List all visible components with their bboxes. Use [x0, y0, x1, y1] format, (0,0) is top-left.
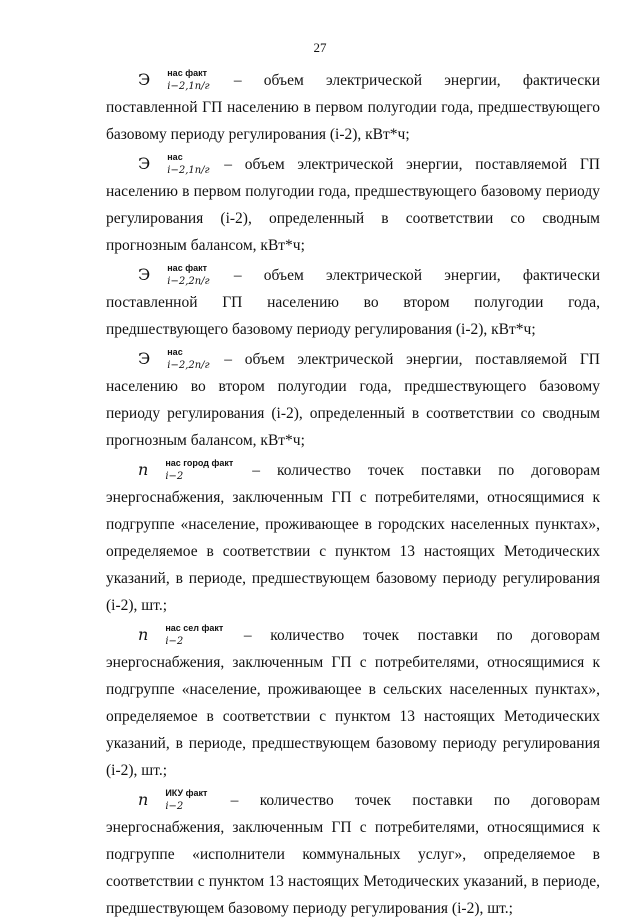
definitions-list — [106, 66, 600, 922]
formula-symbol: Э нас факт i−2,1п/г — [138, 67, 210, 92]
definition-text: – объем электрической энергии, поставляемой ГП населению в первом полугодии года, предшествующего базовому периоду регулирования (i-2), определенный в соответствии со сводным прогнозным балансом, кВт*ч; — [106, 156, 600, 254]
formula-symbol: Э нас i−2,2п/г — [138, 346, 210, 371]
formula-symbol: n ИКУ факт i−2 — [138, 787, 208, 812]
definition-text: – объем электрической энергии, фактически поставленной ГП населению в первом полугодии года, предшествующего базовому периоду регулирования (i-2), кВт*ч; — [106, 72, 600, 143]
definition-text: – объем электрической энергии, поставляемой ГП населению во втором полугодии года, предшествующего базовому периоду регулирования (i-2), определенный в соответствии со сводным прогнозным балансом, кВт*ч; — [106, 351, 600, 449]
definition-item — [106, 261, 600, 343]
page-number: 27 — [313, 40, 327, 55]
definition-item — [106, 150, 600, 259]
definition-text: – количество точек поставки по договорам энергоснабжения, заключенным ГП с потребителями, относящимися к подгруппе «население, проживающее в городских населенных пунктах», определяемое в соответствии с пунктом 13 настоящих Методических указаний, в периоде, предшествующем базовому периоду регулирования (i-2), шт.; — [106, 462, 600, 614]
definition-item — [106, 786, 600, 922]
definition-item — [106, 621, 600, 784]
formula-symbol: Э нас i−2,1п/г — [138, 151, 210, 176]
formula-symbol: n нас сел факт i−2 — [138, 622, 224, 647]
formula-symbol: n нас город факт i−2 — [138, 457, 234, 482]
definition-text: – количество точек поставки по договорам энергоснабжения, заключенным ГП с потребителями, относящимися к подгруппе «население, проживающее в сельских населенных пунктах», определяемое в соответствии с пунктом 13 настоящих Методических указаний, в периоде, предшествующем базовому периоду регулирования (i-2), шт.; — [106, 627, 600, 779]
definition-item — [106, 456, 600, 619]
definition-text: – объем электрической энергии, фактически поставленной ГП населению во втором полугодии года, предшествующего базовому периоду регулирования (i-2), кВт*ч; — [106, 267, 600, 338]
definition-item — [106, 345, 600, 454]
definition-text: – количество точек поставки по договорам энергоснабжения, заключенным ГП с потребителями, относящимися к подгруппе «исполнители коммунальных услуг», определяемое в соответствии с пунктом 13 настоящих Методических указаний, в периоде, предшествующем базовому периоду регулирования (i-2), шт.; — [106, 792, 600, 917]
formula-symbol: Э нас факт i−2,2п/г — [138, 262, 210, 287]
definition-item — [106, 66, 600, 148]
